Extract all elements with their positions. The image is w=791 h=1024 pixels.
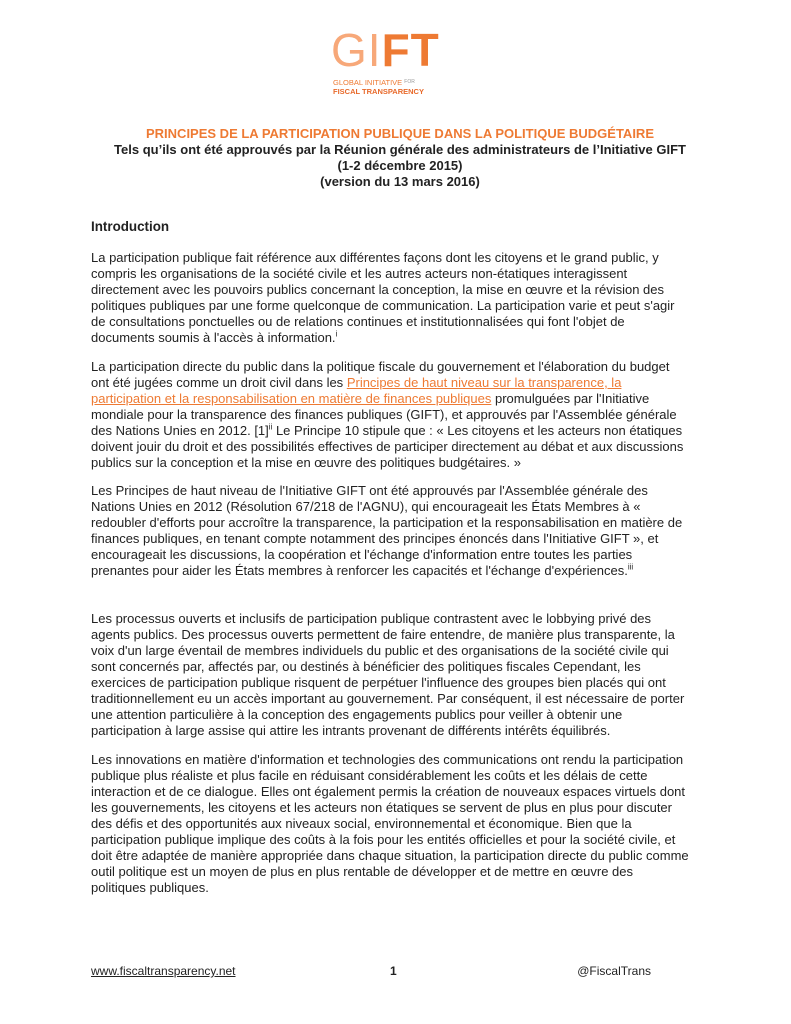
document-title: PRINCIPES DE LA PARTICIPATION PUBLIQUE DANS LA POLITIQUE BUDGÉTAIRE [146,126,654,141]
logo-line2: FISCAL TRANSPARENCY [333,87,424,96]
paragraph-1-text: La participation publique fait référence aux différentes façons dont les citoyens et le grand public, y compris les organisations de la société civile et les autres acteurs non-étatiques interagissent directement avec les pouvoirs publics concernant la conception, la mise en œuvre et la révision des politiques publiques par une forme quelconque de communication. La participation varie et peut s'agir de consultations ponctuelles ou de relations continues et institutionnalisées qui font l'objet de documents soumis à l'accès à information. [91,250,675,345]
document-dates: (1-2 décembre 2015) [337,158,463,173]
paragraph-3 [91,483,691,579]
gift-logo [331,24,471,100]
section-heading-introduction: Introduction [91,219,170,234]
logo-wordmark [331,24,440,76]
document-subtitle: Tels qu’ils ont été approuvés par la Réunion générale des administrateurs de l’Initiative GIFT [114,142,686,157]
document-version: (version du 13 mars 2016) [320,174,480,189]
footer-website-link[interactable]: www.fiscaltransparency.net [91,964,236,978]
paragraph-2-text-b: promulguées par l'Initiative mondiale pour la transparence des finances publiques (GIFT), et approuvés par l'Assemblée générale des Nations Unies en 2012. [1] [91,391,677,438]
endnote-marker-i[interactable]: i [335,329,338,339]
endnote-marker-ii[interactable]: ii [268,422,273,432]
logo-subtitle [333,78,424,96]
logo-for: FOR [404,79,415,85]
logo-line1: GLOBAL INITIATIVE [333,78,403,87]
logo-wordmark-ft: FT [381,24,440,76]
document-header [60,126,740,190]
paragraph-4: Les processus ouverts et inclusifs de participation publique contrastent avec le lobbying privé des agents publics. Des processus ouverts permettent de faire entendre, de manière plus transparente, la voix d'un large éventail de membres individuels du public et des organisations de la société civile qui sont concernés par, affectés par, ou destinés à bénéficier des politiques fiscales Cependant, les exercices de participation publique risquent de perpétuer l'influence des groupes bien placés qui ont traditionnellement eu un accès important au gouvernement. Par conséquent, il est nécessaire de porter une attention particulière à la conception des engagements publics pour veiller à obtenir une participation à large assise qui attire les intrants provenant de différents intérêts équilibrés. [91,611,685,738]
paragraph-3-text: Les Principes de haut niveau de l'Initiative GIFT ont été approuvés par l'Assemblée générale des Nations Unies en 2012 (Résolution 67/218 de l'AGNU), qui encourageait les États Membres à « redoubler d'efforts pour accroître la transparence, la participation et la responsabilisation en matière de finances publiques, en tenant compte notamment des principes énoncés dans l'Initiative GIFT », et encourageait les discussions, la coopération et l'échange d'information entre toutes les parties prenantes pour aider les États membres à renforcer les capacités et l'échange d'expériences. [91,483,683,578]
paragraph-2-text-c: Le Principe 10 stipule que : « Les citoyens et les acteurs non étatiques doivent jouir du droit et des possibilités effectives de participer directement au débat et aux discussions publics sur la conception et la mise en œuvre des politiques budgétaires. » [91,423,684,470]
footer-twitter-handle: @FiscalTrans [577,964,651,978]
paragraph-5: Les innovations en matière d'information et technologies des communications ont rendu la participation publique plus réaliste et plus facile en réduisant considérablement les coûts et les délais de cette interaction et de ce dialogue. Elles ont également permis la création de nouveaux espaces virtuels dont les gouvernements, les citoyens et les acteurs non étatiques se servent de plus en plus pour discuter des défis et des opportunités aux niveaux social, environnemental et économique. Bien que la participation publique implique des coûts à la fois pour les entités officielles et pour la société civile, et doit être adaptée de manière appropriée dans chaque situation, la participation directe du public comme outil politique est un moyen de plus en plus rentable de développer et de mettre en œuvre des politiques publiques. [91,752,689,895]
paragraph-2-text-a: La participation directe du public dans la politique fiscale du gouvernement et l'élaboration du budget ont été jugées comme un droit civil dans les [91,359,670,390]
page-footer [91,964,651,980]
footer-page-number: 1 [390,964,397,978]
paragraph-2 [91,359,691,471]
logo-wordmark-gi: GI [331,24,382,76]
high-level-principles-link[interactable]: Principes de haut niveau sur la transparence, la participation et la responsabilisation en matière de finances publiques [91,375,622,406]
endnote-marker-iii[interactable]: iii [627,562,634,572]
paragraph-1 [91,250,691,346]
